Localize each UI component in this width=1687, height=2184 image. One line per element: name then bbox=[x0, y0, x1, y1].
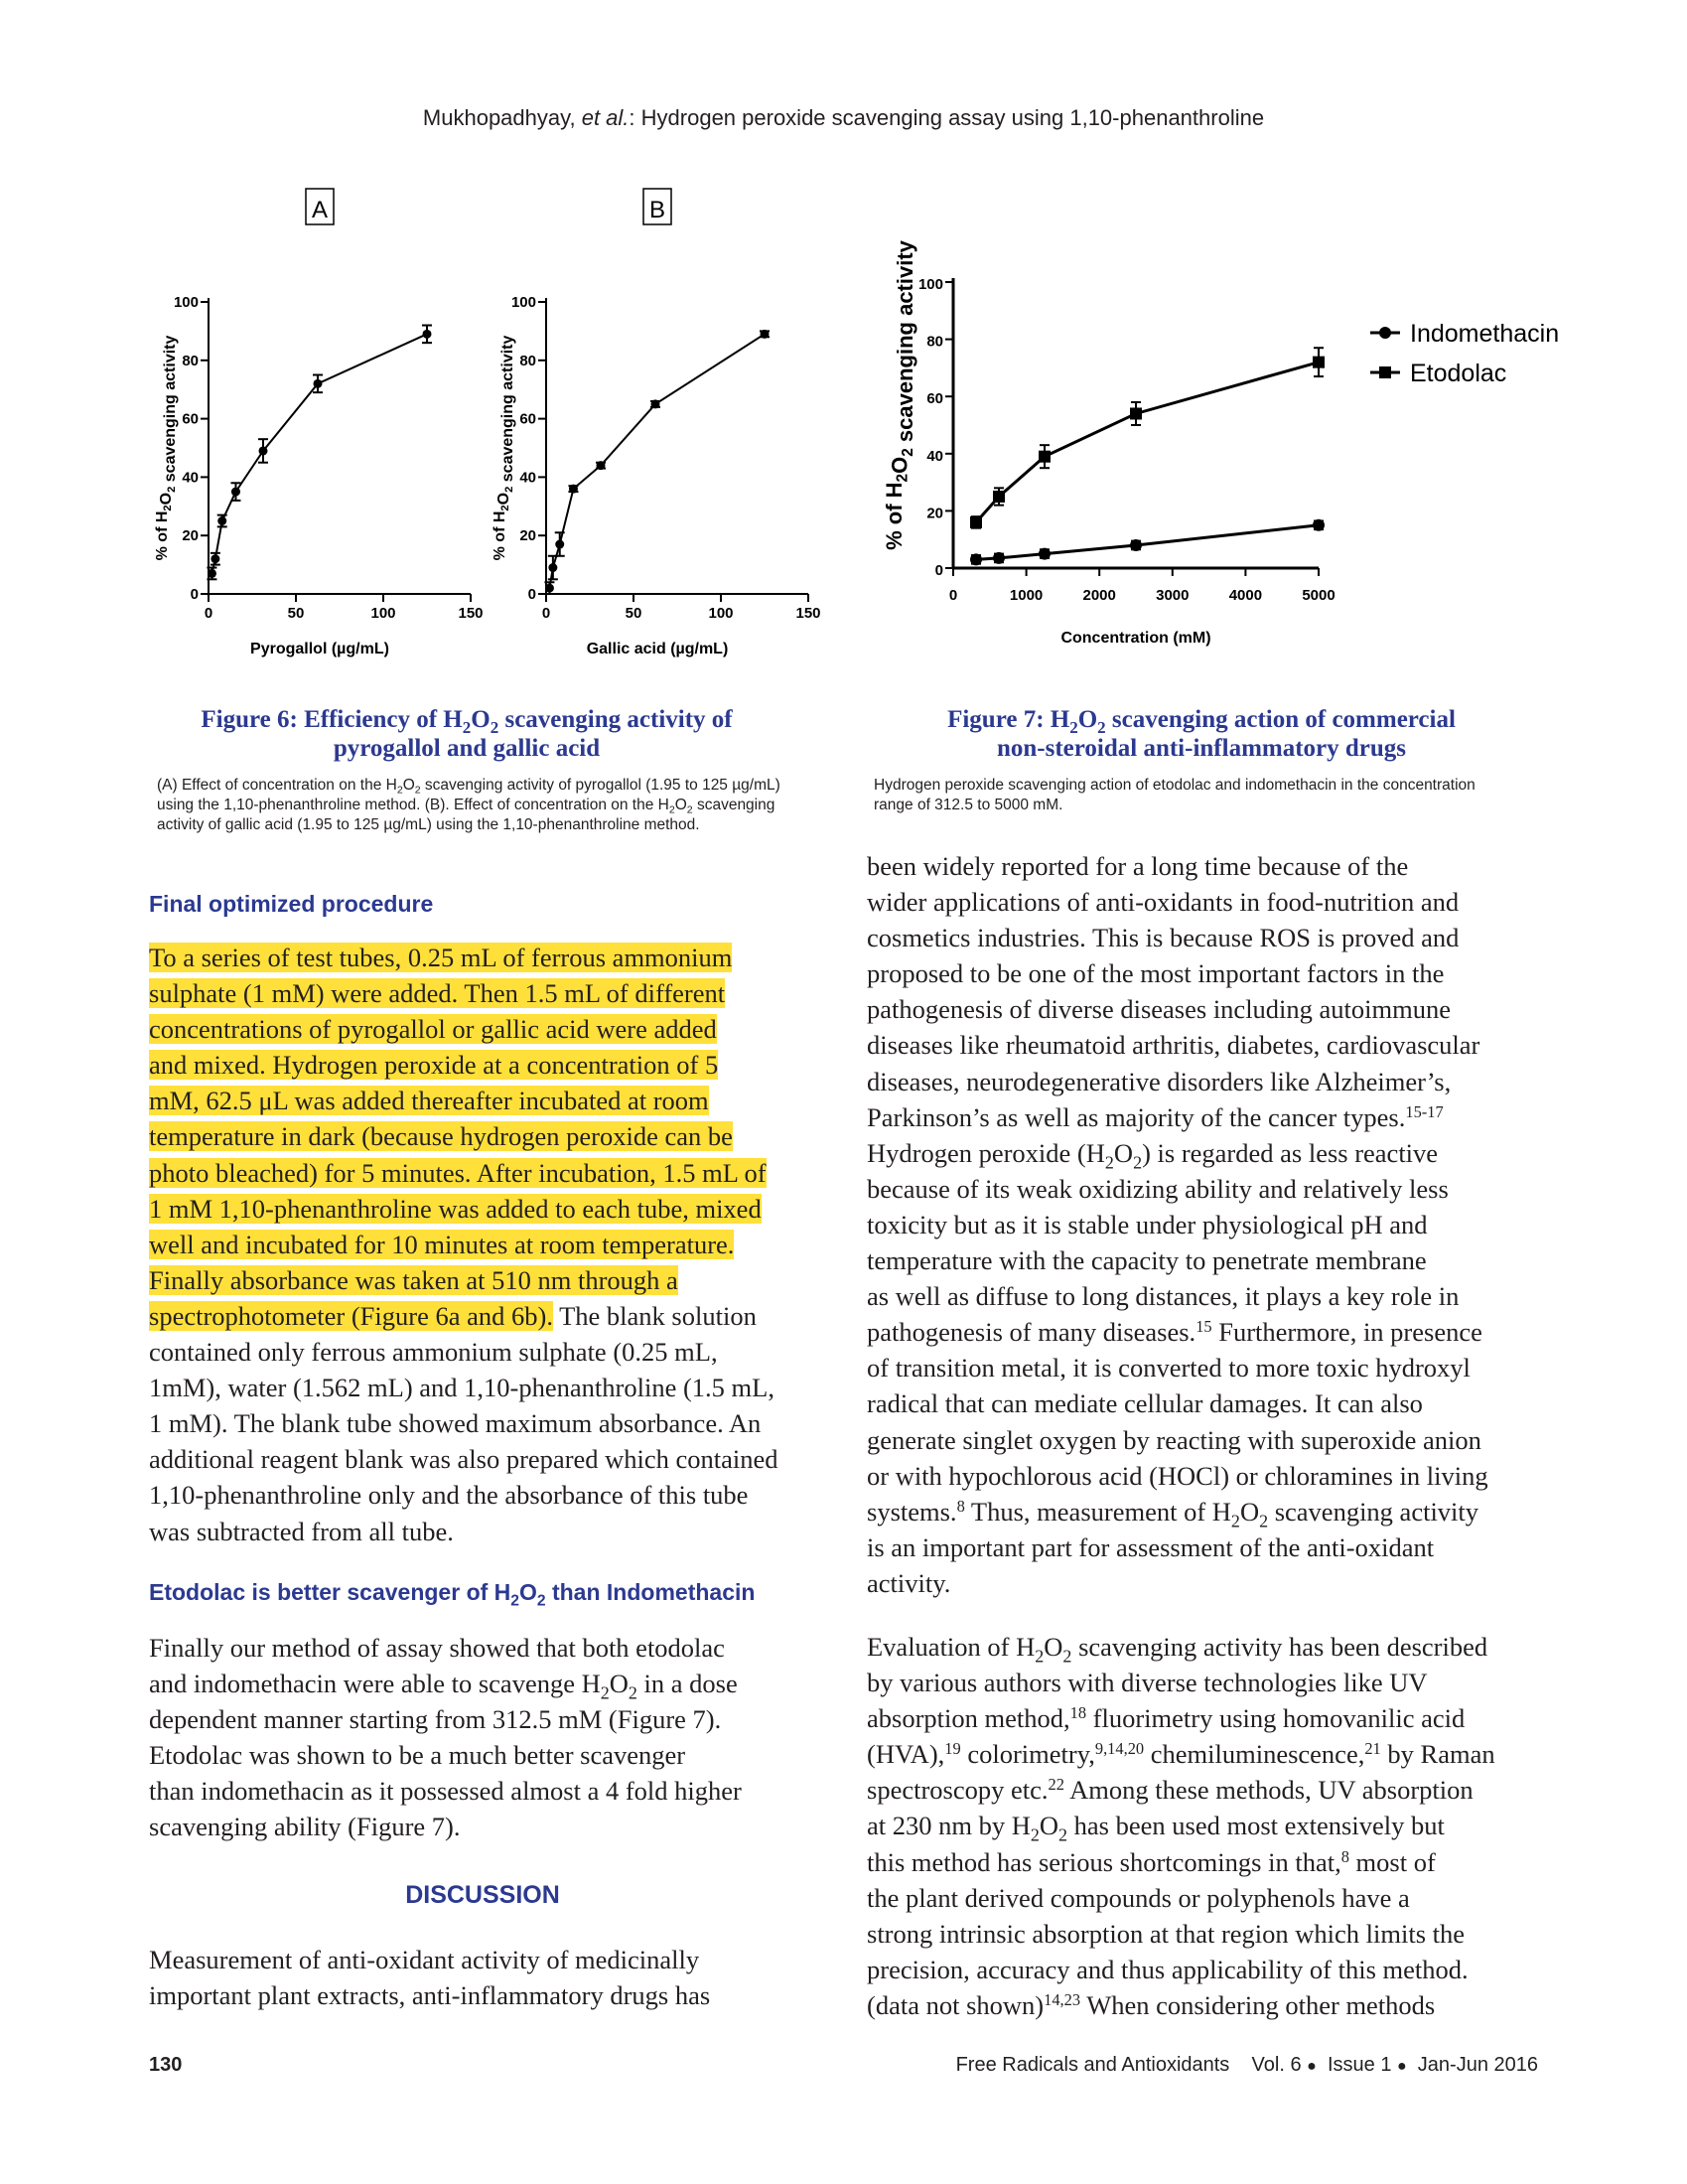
text-line: or with hypochlorous acid (HOCl) or chloramines in living bbox=[867, 1460, 1488, 1491]
y-tick-label: 80 bbox=[519, 352, 536, 369]
figure-7-chart bbox=[864, 174, 1579, 670]
data-point bbox=[259, 446, 268, 455]
x-tick-label: 2000 bbox=[1082, 587, 1116, 604]
text-line: proposed to be one of the most important factors in the bbox=[867, 958, 1445, 989]
text-line: 1,10-phenanthroline only and the absorbance of this tube bbox=[149, 1480, 749, 1511]
figure-6-title: Figure 6: Efficiency of $H_2O_2$ scavenging activity of pyrogallol and gallic acid bbox=[201, 706, 733, 762]
y-tick-label: 40 bbox=[519, 469, 536, 487]
running-header: Mukhopadhyay, et al.: Hydrogen peroxide scavenging assay using 1,10-phenanthroline bbox=[422, 105, 1265, 130]
text-line: toxicity but as it is stable under physiological pH and bbox=[867, 1209, 1428, 1239]
text-line: been widely reported for a long time because of the bbox=[867, 851, 1409, 881]
x-tick-label: 0 bbox=[204, 605, 213, 622]
data-point-square bbox=[993, 491, 1005, 503]
data-point bbox=[555, 540, 564, 549]
chart-c bbox=[882, 239, 1559, 647]
x-tick-label: 4000 bbox=[1228, 587, 1263, 604]
section-heading-final-procedure: Final optimized procedure bbox=[149, 891, 434, 917]
data-point bbox=[993, 552, 1005, 564]
panel-label: A bbox=[311, 197, 329, 223]
y-tick-label: 40 bbox=[182, 469, 199, 487]
figure-7-caption: Hydrogen peroxide scavenging action of etodolac and indomethacin in the concentration range of 312.5 to 5000 mM. bbox=[874, 777, 1476, 813]
text-line: additional reagent blank was also prepared which contained bbox=[149, 1444, 778, 1475]
text-line: pathogenesis of diverse diseases including autoimmune bbox=[867, 994, 1452, 1025]
y-tick-label: 60 bbox=[926, 390, 943, 408]
data-point bbox=[761, 330, 770, 339]
y-axis-label: % of $H_2O_2$ scavenging activity bbox=[492, 335, 516, 561]
data-point bbox=[1130, 539, 1142, 551]
y-tick-label: 0 bbox=[527, 586, 536, 603]
etodolac-paragraph: Finally our method of assay showed that both etodolac and indomethacin were able to scavenge $H_2O_2$ in a dose dependent manner starting from 312.5 mM (Figure 7). Etodolac was shown to be a much better scavenger than indomethacin as it possessed almost a 4 fold higher scavenging ability (Figure 7). bbox=[149, 1633, 742, 1842]
right-paragraph-1: been widely reported for a long time because of the wider applications of anti-oxidants in food-nutrition and cosmetics industries. This is because ROS is proved and proposed to be one of the most important factors in the pathogenesis of diverse diseases including autoimmune diseases like rheumatoid arthritis, diabetes, cardiovascular diseases, neurodegenerative disorders like Alzheimer’s, Parkinson’s as well as majority of the cancer types.$^{15-17}$ Hydrogen peroxide $(H_2O_2)$ is regarded as less reactive because of its weak oxidizing ability and relatively less toxicity but as it is stable under physiological pH and temperature with the capacity to penetrate membrane as well as diffuse to long distances, it plays a key role in pathogenesis of many diseases.$^{15}$ Furthermore, in presence of transition metal, it is converted to more toxic hydroxyl radical that can mediate cellular damages. It can also generate singlet oxygen by reacting with superoxide anion or with hypochlorous acid (HOCl) or chloramines in living systems.$^8$ Thus, measurement of $H_2O_2$ scavenging activity is an important part for assessment of the anti-oxidant activity. bbox=[867, 851, 1488, 1598]
x-tick-label: 50 bbox=[287, 605, 305, 622]
right-paragraph-2: Evaluation of $H_2O_2$ scavenging activity has been described by various authors with diverse technologies like UV absorption method,$^{18}$ fluorimetry using homovanilic acid (HVA),$^{19}$ colorimetry,$^{9,14,20}$ chemiluminescence,$^{21}$ by Raman spectroscopy etc.$^{22}$ Among these methods, UV absorption at 230 nm by $H_2O_2$ has been used most extensively but this method has serious shortcomings in that,$^8$ most of the plant derived compounds or polyphenols have a strong intrinsic absorption at that region which limits the precision, accuracy and thus applicability of this method. (data not shown)$^{14,23}$ When considering other methods bbox=[867, 1632, 1495, 2020]
text-line-highlighted: sulphate (1 mM) were added. Then 1.5 mL of different bbox=[149, 978, 726, 1009]
x-tick-label: 3000 bbox=[1156, 587, 1190, 604]
data-point bbox=[548, 563, 557, 572]
y-axis-label: % of $H_2O_2$ scavenging activity bbox=[882, 240, 917, 550]
y-axis-label: % of $H_2O_2$ scavenging activity bbox=[154, 335, 179, 561]
y-tick-label: 60 bbox=[182, 410, 199, 428]
x-tick-label: 150 bbox=[795, 605, 821, 622]
y-tick-label: 20 bbox=[182, 527, 199, 545]
text-line-highlighted: mM, 62.5 μL was added thereafter incubated at room bbox=[149, 1086, 709, 1116]
y-tick-label: 80 bbox=[926, 333, 943, 351]
y-tick-label: 100 bbox=[173, 294, 199, 311]
x-axis-label: Pyrogallol (µg/mL) bbox=[250, 641, 389, 657]
data-point bbox=[314, 379, 323, 388]
text-line: 1mM), water (1.562 mL) and 1,10-phenanthroline (1.5 mL, bbox=[149, 1373, 774, 1403]
series-line bbox=[976, 363, 1319, 522]
series-line bbox=[976, 525, 1319, 560]
legend-label: Etodolac bbox=[1410, 360, 1507, 387]
text-line-highlighted: and mixed. Hydrogen peroxide at a concentration of 5 bbox=[149, 1050, 719, 1081]
x-tick-label: 150 bbox=[458, 605, 484, 622]
figure-6-caption: (A) Effect of concentration on the $H_2O_2$ scavenging activity of pyrogallol (1.95 to 125 µg/mL) using the 1,10-phenanthroline method. (B). Effect of concentration on the $H_2O_2$ scavenging activity of gallic acid (1.95 to 125 µg/mL) using the 1,10-phenanthroline method. bbox=[157, 777, 780, 833]
chart-a bbox=[154, 189, 484, 657]
chart-b bbox=[492, 189, 821, 657]
data-point bbox=[423, 330, 432, 339]
text-line: was subtracted from all tube. bbox=[149, 1516, 454, 1546]
text-line: diseases, neurodegenerative disorders like Alzheimer’s, bbox=[867, 1066, 1452, 1096]
data-point-square bbox=[1039, 451, 1051, 463]
figure-6-charts bbox=[139, 179, 844, 665]
y-tick-label: 80 bbox=[182, 352, 199, 369]
legend-label: Indomethacin bbox=[1410, 320, 1560, 348]
y-tick-label: 60 bbox=[519, 410, 536, 428]
data-point bbox=[208, 569, 216, 578]
y-tick-label: 100 bbox=[917, 276, 943, 293]
y-tick-label: 0 bbox=[190, 586, 199, 603]
text-line: radical that can mediate cellular damages. It can also bbox=[867, 1388, 1423, 1419]
data-point bbox=[1039, 548, 1051, 560]
text-line-highlighted: 1 mM 1,10-phenanthroline was added to each tube, mixed bbox=[149, 1193, 762, 1224]
legend-marker bbox=[1379, 366, 1391, 378]
text-line: as well as diffuse to long distances, it plays a key role in bbox=[867, 1281, 1460, 1312]
figure-7-title: Figure 7: $H_2O_2$ scavenging action of commercial non-steroidal anti-inflammatory drugs bbox=[947, 706, 1456, 762]
legend-marker bbox=[1379, 327, 1391, 339]
journal-footer: Free Radicals and Antioxidants Vol. 6 ● Issue 1 ● Jan-Jun 2016 bbox=[955, 2054, 1538, 2076]
text-line: cosmetics industries. This is because ROS is proved and bbox=[867, 923, 1460, 953]
y-tick-label: 40 bbox=[926, 447, 943, 465]
data-point bbox=[1313, 519, 1325, 531]
data-point bbox=[211, 554, 219, 563]
data-point bbox=[970, 553, 982, 565]
text-line-highlighted: temperature in dark (because hydrogen peroxide can be bbox=[149, 1121, 733, 1152]
data-point bbox=[597, 461, 606, 470]
section-heading-etodolac: Etodolac is better scavenger of $H_2O_2$ than Indomethacin bbox=[149, 1579, 756, 1610]
x-tick-label: 5000 bbox=[1302, 587, 1336, 604]
page-number: 130 bbox=[149, 2054, 183, 2076]
y-tick-label: 100 bbox=[510, 294, 536, 311]
x-tick-label: 0 bbox=[541, 605, 551, 622]
data-point bbox=[651, 399, 660, 408]
data-point-square bbox=[1313, 357, 1325, 368]
x-tick-label: 100 bbox=[370, 605, 396, 622]
data-point-square bbox=[1130, 407, 1142, 419]
y-tick-label: 20 bbox=[519, 527, 536, 545]
text-line: of transition metal, it is converted to more toxic hydroxyl bbox=[867, 1353, 1471, 1383]
series-line bbox=[211, 334, 427, 573]
data-point-square bbox=[970, 516, 982, 528]
y-tick-label: 20 bbox=[926, 505, 943, 522]
text-line: because of its weak oxidizing ability and relatively less bbox=[867, 1173, 1449, 1204]
text-line: wider applications of anti-oxidants in food-nutrition and bbox=[867, 887, 1460, 918]
data-point bbox=[569, 485, 578, 494]
panel-label: B bbox=[648, 197, 666, 223]
text-line: 1 mM). The blank tube showed maximum absorbance. An bbox=[149, 1408, 762, 1439]
data-point bbox=[231, 488, 240, 497]
x-axis-label: Concentration (mM) bbox=[1060, 630, 1211, 647]
data-point bbox=[545, 584, 554, 593]
x-tick-label: 100 bbox=[708, 605, 734, 622]
data-point bbox=[217, 516, 226, 525]
procedure-paragraph: To a series of test tubes, 0.25 mL of ferrous ammonium sulphate (1 mM) were added. Then 1.5 mL of different concentrations of pyrogallol or gallic acid were added and mixed. Hydrogen peroxide at a concentration of 5 mM, 62.5 μL was added thereafter incubated at room temperature in dark (because hydrogen peroxide can be photo bleached) for 5 minutes. After incubation, 1.5 mL of 1 mM 1,10-phenanthroline was added to each tube, mixed well and incubated for 10 minutes at room temperature. Finally absorbance was taken at 510 nm through a spectrophotometer (Figure 6a and 6b). The blank solution contained only ferrous ammonium sulphate (0.25 mL, 1mM), water (1.562 mL) and 1,10-phenanthroline (1.5 mL, 1 mM). The blank tube showed maximum absorbance. An additional reagent blank was also prepared which contained 1,10-phenanthroline only and the absorbance of this tube was subtracted from all tube. bbox=[149, 943, 778, 1546]
x-tick-label: 0 bbox=[948, 587, 958, 604]
text-line-highlighted: Finally absorbance was taken at 510 nm through a bbox=[149, 1264, 678, 1295]
x-axis-label: Gallic acid (µg/mL) bbox=[586, 641, 729, 657]
text-line-highlighted: concentrations of pyrogallol or gallic acid were added bbox=[149, 1014, 717, 1045]
text-line: temperature with the capacity to penetrate membrane bbox=[867, 1245, 1427, 1276]
text-line: diseases like rheumatoid arthritis, diabetes, cardiovascular bbox=[867, 1030, 1480, 1061]
section-heading-discussion: DISCUSSION bbox=[405, 1881, 560, 1909]
text-line-highlighted: To a series of test tubes, 0.25 mL of ferrous ammonium bbox=[149, 943, 733, 972]
text-line: contained only ferrous ammonium sulphate (0.25 mL, bbox=[149, 1337, 718, 1368]
text-line-highlighted: photo bleached) for 5 minutes. After incubation, 1.5 mL of bbox=[149, 1157, 767, 1188]
text-line: generate singlet oxygen by reacting with superoxide anion bbox=[867, 1424, 1481, 1455]
x-tick-label: 50 bbox=[625, 605, 642, 622]
y-tick-label: 0 bbox=[934, 562, 943, 579]
series-line bbox=[549, 334, 765, 588]
x-tick-label: 1000 bbox=[1009, 587, 1044, 604]
discussion-paragraph: Measurement of anti-oxidant activity of medicinally important plant extracts, anti-inflammatory drugs has bbox=[149, 1945, 711, 2011]
text-line-highlighted: well and incubated for 10 minutes at room temperature. bbox=[149, 1229, 735, 1259]
